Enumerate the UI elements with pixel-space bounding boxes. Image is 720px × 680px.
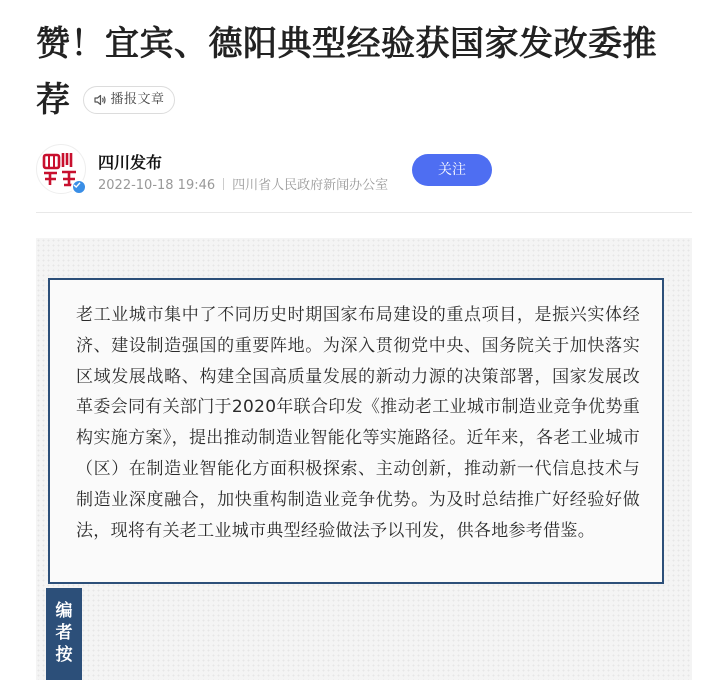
follow-button[interactable]: 关注 bbox=[412, 154, 492, 186]
editor-note-panel bbox=[36, 238, 692, 680]
speaker-icon bbox=[93, 93, 107, 107]
publish-meta bbox=[98, 174, 388, 193]
author-bar bbox=[36, 144, 692, 213]
publish-date: 2022-10-18 19:46 bbox=[98, 178, 216, 193]
article-title-line-1: 赞！宜宾、德阳典型经验获国家发改委推 bbox=[36, 24, 657, 64]
author-name[interactable]: 四川发布 bbox=[98, 153, 163, 172]
avatar[interactable] bbox=[36, 144, 86, 194]
listen-article-label: 播报文章 bbox=[110, 92, 165, 107]
editor-note-tab-label: 编者按 bbox=[55, 601, 73, 665]
listen-article-button[interactable] bbox=[83, 86, 175, 114]
editor-note-frame bbox=[48, 278, 664, 584]
editor-note-body: 老工业城市集中了不同历史时期国家布局建设的重点项目，是振兴实体经济、建设制造强国的重要阵地。为深入贯彻党中央、国务院关于加快落实区域发展战略、构建全国高质量发展的新动力源的决策部署，国家发展改革委会同有关部门于2020年联合印发《推动老工业城市制造业竞争优势重构实施方案》，提出推动制造业智能化等实施路径。近年来，各老工业城市（区）在制造业智能化方面积极探索、主动创新，推动新一代信息技术与制造业深度融合，加快重构制造业竞争优势。为及时总结推广好经验好做法，现将有关老工业城市典型经验做法予以刊发，供各地参考借鉴。 bbox=[76, 305, 640, 541]
editor-note-tab bbox=[46, 588, 82, 680]
article-title bbox=[36, 16, 696, 128]
article-title-line-2: 荐 bbox=[36, 80, 71, 120]
meta-divider bbox=[223, 178, 224, 190]
verified-badge-icon bbox=[71, 179, 87, 195]
author-organization: 四川省人民政府新闻办公室 bbox=[232, 178, 389, 193]
